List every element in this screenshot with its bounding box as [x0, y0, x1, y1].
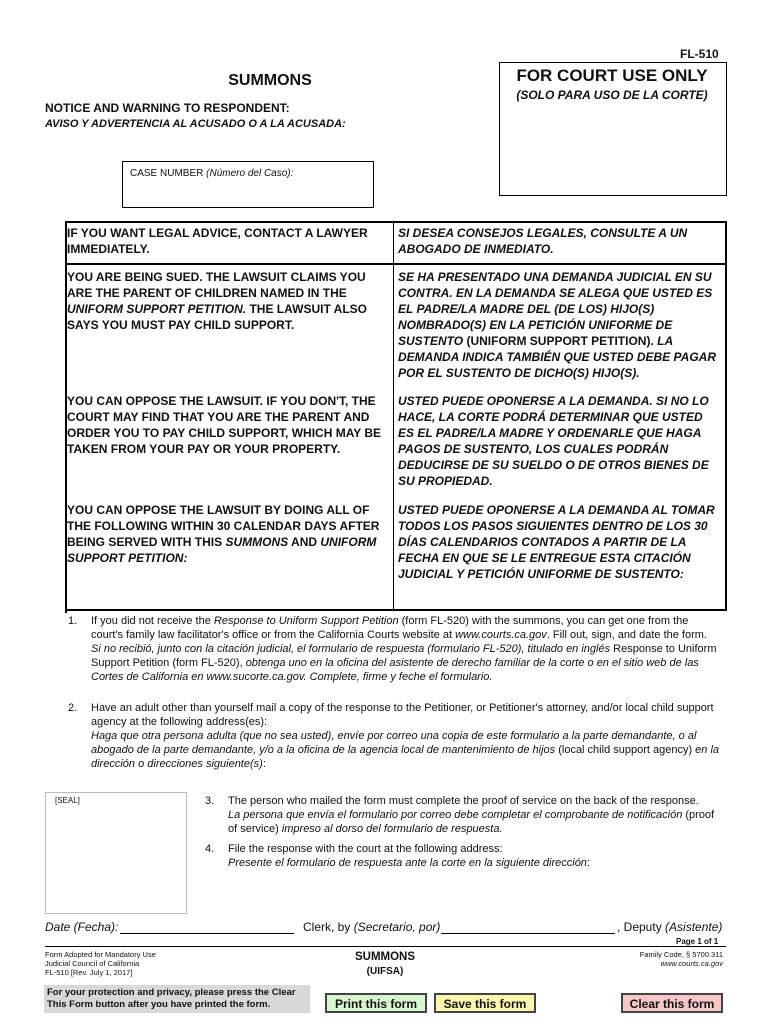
page-title: SUMMONS	[228, 72, 312, 89]
divider	[393, 221, 394, 611]
legal-advice-es: SI DESEA CONSEJOS LEGALES, CONSULTE A UN ABOGADO DE INMEDIATO.	[398, 226, 688, 256]
case-number-label: CASE NUMBER (Número del Caso):	[130, 168, 294, 179]
court-use-title: FOR COURT USE ONLY	[516, 66, 708, 85]
form-number: FL-510	[680, 47, 719, 61]
item-1: 1. If you did not receive the Response to Uniform Support Petition (form FL-520) with the summons, you can get one from the court's family law facilitator's office or from the California Courts website at www.courts.ca.gov. Fill out, sign, and date the form. Si no recibió, junto con la citación judicial, el formulario de respuesta (formulario FL-520), titulado en inglés Response to Uniform Support Petition (form FL-520), obtenga uno en la oficina del asistente de derecho familiar de la corte o en el sitio web de las Cortes de California en www.sucorte.ca.gov. Complete, firme y feche el formulario.	[68, 615, 717, 683]
footer-title: SUMMONS	[354, 951, 416, 963]
clerk-label: Clerk, by (Secretario, por)	[303, 920, 441, 934]
seal-label: [SEAL]	[55, 796, 80, 805]
legal-advice-en: IF YOU WANT LEGAL ADVICE, CONTACT A LAWYER IMMEDIATELY.	[67, 226, 368, 256]
oppose-en: YOU CAN OPPOSE THE LAWSUIT. IF YOU DON'T, THE COURT MAY FIND THAT YOU ARE THE PARENT AND ORDER YOU TO PAY CHILD SUPPORT, WHICH MAY BE TAKEN FROM YOUR PAY OR YOUR PROPERTY.	[67, 394, 382, 456]
deputy-label: , Deputy (Asistente)	[617, 920, 723, 934]
date-line[interactable]	[120, 933, 294, 934]
oppose-es: USTED PUEDE OPONERSE A LA DEMANDA. SI NO LO HACE, LA CORTE PODRÁ DETERMINAR QUE USTED ES EL PADRE/LA MADRE Y ORDENARLE QUE HAGA PAGOS DE SUSTENTO, LOS CUALES PODRÁN DEDUCIRSE DE SU SUELDO O DE OTROS BIENES DE SU PROPIEDAD.	[398, 394, 709, 488]
court-use-subtitle: (SOLO PARA USO DE LA CORTE)	[516, 88, 708, 102]
steps-en: YOU CAN OPPOSE THE LAWSUIT BY DOING ALL OF THE FOLLOWING WITHIN 30 CALENDAR DAYS AFTER BEING SERVED WITH THIS SUMMONS AND UNIFORM SUPPORT PETITION:	[67, 503, 380, 565]
divider	[725, 221, 727, 611]
address-field[interactable]	[91, 772, 721, 788]
save-button[interactable]: Save this form	[434, 993, 536, 1013]
aviso-heading: AVISO Y ADVERTENCIA AL ACUSADO O A LA ACUSADA:	[45, 118, 346, 130]
seal-box	[45, 792, 187, 914]
footer-right: Family Code, § 5700.311 www.courts.ca.gov	[639, 950, 723, 968]
footer-subtitle: (UIFSA)	[366, 966, 404, 977]
footer-left: Form Adopted for Mandatory Use Judicial Council of California FL-510 [Rev. July 1, 2017]	[45, 950, 156, 977]
court-address-field[interactable]	[228, 872, 722, 908]
steps-es: USTED PUEDE OPONERSE A LA DEMANDA AL TOMAR TODOS LOS PASOS SIGUIENTES DENTRO DE LOS 30 DÍAS CALENDARIOS CONTADOS A PARTIR DE LA FECHA EN QUE SE LE ENTREGUE ESTA CITACIÓN JUDICIAL Y PETICIÓN UNIFORME DE SUSTENTO:	[398, 503, 715, 581]
sued-es: SE HA PRESENTADO UNA DEMANDA JUDICIAL EN SU CONTRA. EN LA DEMANDA SE ALEGA QUE USTED ES EL PADRE/LA MADRE DEL (DE LOS) HIJO(S) NOMBRADO(S) EN LA PETICIÓN UNIFORME DE SUSTENTO (UNIFORM SUPPORT PETITION). LA DEMANDA INDICA TAMBIÉN QUE USTED DEBE PAGAR POR EL SUSTENTO DE DICHO(S) HIJO(S).	[398, 270, 717, 380]
item-4: 4. File the response with the court at the following address: Presente el formulario de respuesta ante la corte en la siguiente dirección:	[205, 843, 590, 869]
item-2: 2. Have an adult other than yourself mail a copy of the response to the Petitioner, or Petitioner's attorney, and/or local child support agency at the following address(es): Haga que otra persona adulta (que no sea usted), envíe por correo una copia de este formulario a la parte demandante, o al abogado de la parte demandante, y/o a la oficina de la agencia local de mantenimiento de hijos (local child support agency) en la dirección o direcciones siguiente(s):	[68, 702, 720, 770]
divider	[65, 609, 727, 611]
clerk-line[interactable]	[441, 933, 615, 934]
notice-heading: NOTICE AND WARNING TO RESPONDENT:	[45, 101, 290, 115]
date-label: Date (Fecha):	[45, 920, 119, 934]
clear-button[interactable]: Clear this form	[621, 993, 723, 1013]
page-number: Page 1 of 1	[676, 937, 719, 946]
footer-rule	[45, 946, 726, 947]
item-3: 3. The person who mailed the form must complete the proof of service on the back of the response. La persona que envía el formulario por correo debe completar el comprobante de notificación (proof of service) impreso al dorso del formulario de respuesta.	[205, 795, 715, 835]
sued-en: YOU ARE BEING SUED. THE LAWSUIT CLAIMS YOU ARE THE PARENT OF CHILDREN NAMED IN THE UNIFORM SUPPORT PETITION. THE LAWSUIT ALSO SAYS YOU MUST PAY CHILD SUPPORT.	[67, 270, 368, 332]
privacy-notice: For your protection and privacy, please press the Clear This Form button after you have printed the form.	[44, 985, 310, 1013]
divider	[65, 263, 727, 265]
print-button[interactable]: Print this form	[325, 993, 427, 1013]
